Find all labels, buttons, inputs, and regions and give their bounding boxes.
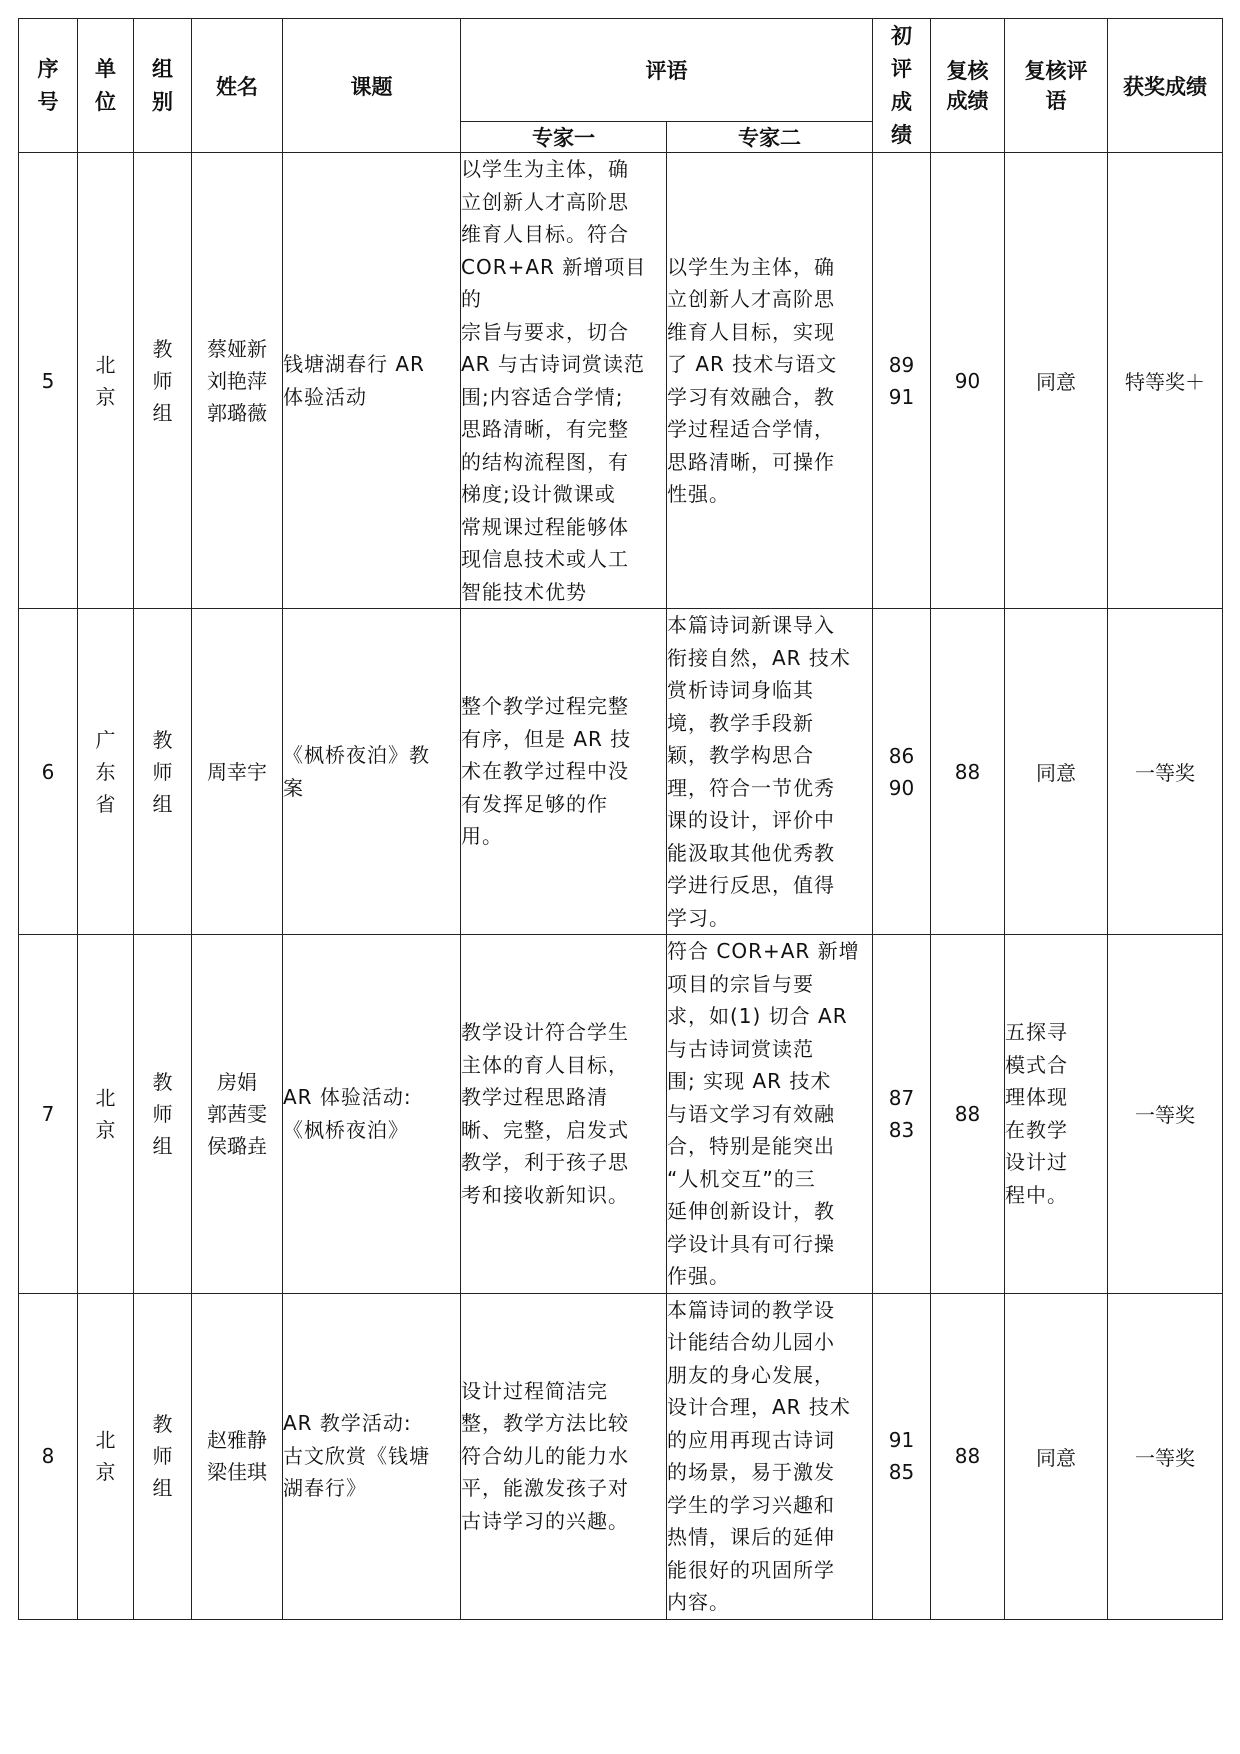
row-names: 蔡娅新 刘艳萍 郭璐薇	[192, 153, 283, 609]
row-expert2-comment: 本篇诗词新课导入 衔接自然，AR 技术 赏析诗词身临其 境，教学手段新 颖，教学构思合 理，符合一节优秀 课的设计，评价中 能汲取其他优秀教 学进行反思，值得 学习。	[667, 609, 873, 935]
row-award: 一等奖	[1108, 609, 1223, 935]
row-index: 7	[19, 935, 78, 1294]
row-unit: 北京	[78, 935, 134, 1294]
row-group: 教师组	[134, 153, 192, 609]
table-row	[19, 153, 1223, 609]
row-award: 特等奖＋	[1108, 153, 1223, 609]
row-award: 一等奖	[1108, 935, 1223, 1294]
header-expert1: 专家一	[461, 122, 667, 153]
row-index: 8	[19, 1293, 78, 1619]
header-initial-score: 初评成绩	[873, 19, 931, 153]
row-topic: 钱塘湖春行 AR 体验活动	[283, 153, 461, 609]
row-expert1-comment: 以学生为主体，确 立创新人才高阶思 维育人目标。符合 COR+AR 新增项目的 宗旨与要求，切合 AR 与古诗词赏读范 围;内容适合学情; 思路清晰，有完整 的结构流程图，有 梯度;设计微课或 常规课过程能够体 现信息技术或人工 智能技术优势	[461, 153, 667, 609]
row-expert1-comment: 设计过程简洁完 整，教学方法比较 符合幼儿的能力水 平，能激发孩子对 古诗学习的兴趣。	[461, 1293, 667, 1619]
table-row	[19, 1293, 1223, 1619]
row-topic: AR 教学活动: 古文欣赏《钱塘 湖春行》	[283, 1293, 461, 1619]
header-group: 组别	[134, 19, 192, 153]
row-index: 6	[19, 609, 78, 935]
row-review-comment: 同意	[1005, 609, 1108, 935]
row-review-score: 90	[931, 153, 1005, 609]
header-expert2: 专家二	[667, 122, 873, 153]
row-expert1-comment: 教学设计符合学生 主体的育人目标， 教学过程思路清 晰、完整，启发式 教学，利于孩子思 考和接收新知识。	[461, 935, 667, 1294]
row-names: 赵雅静 梁佳琪	[192, 1293, 283, 1619]
award-results-table	[18, 18, 1223, 1620]
row-unit: 北京	[78, 1293, 134, 1619]
header-unit: 单位	[78, 19, 134, 153]
row-expert2-comment: 本篇诗词的教学设 计能结合幼儿园小 朋友的身心发展， 设计合理，AR 技术 的应用再现古诗词 的场景，易于激发 学生的学习兴趣和 热情，课后的延伸 能很好的巩固所学 内容。	[667, 1293, 873, 1619]
header-review-comment: 复核评语	[1005, 19, 1108, 153]
row-topic: AR 体验活动: 《枫桥夜泊》	[283, 935, 461, 1294]
header-topic: 课题	[283, 19, 461, 153]
row-review-comment: 同意	[1005, 1293, 1108, 1619]
row-names: 周幸宇	[192, 609, 283, 935]
row-review-comment: 五探寻 模式合 理体现 在教学 设计过 程中。	[1005, 935, 1108, 1294]
table-row	[19, 935, 1223, 1294]
row-names: 房娟 郭茜雯 侯璐垚	[192, 935, 283, 1294]
row-initial-score: 89 91	[873, 153, 931, 609]
header-comments: 评语	[461, 19, 873, 122]
row-unit: 北京	[78, 153, 134, 609]
row-group: 教师组	[134, 609, 192, 935]
header-name: 姓名	[192, 19, 283, 153]
header-review-score: 复核成绩	[931, 19, 1005, 153]
row-group: 教师组	[134, 1293, 192, 1619]
row-review-comment: 同意	[1005, 153, 1108, 609]
row-initial-score: 86 90	[873, 609, 931, 935]
row-award: 一等奖	[1108, 1293, 1223, 1619]
table-row	[19, 609, 1223, 935]
header-index: 序号	[19, 19, 78, 153]
row-review-score: 88	[931, 935, 1005, 1294]
row-review-score: 88	[931, 609, 1005, 935]
row-index: 5	[19, 153, 78, 609]
header-award: 获奖成绩	[1108, 19, 1223, 153]
row-review-score: 88	[931, 1293, 1005, 1619]
row-topic: 《枫桥夜泊》教 案	[283, 609, 461, 935]
row-initial-score: 87 83	[873, 935, 931, 1294]
row-expert2-comment: 以学生为主体，确 立创新人才高阶思 维育人目标，实现 了 AR 技术与语文 学习有效融合，教 学过程适合学情， 思路清晰，可操作 性强。	[667, 153, 873, 609]
row-group: 教师组	[134, 935, 192, 1294]
row-unit: 广东省	[78, 609, 134, 935]
row-initial-score: 91 85	[873, 1293, 931, 1619]
row-expert1-comment: 整个教学过程完整 有序，但是 AR 技 术在教学过程中没 有发挥足够的作 用。	[461, 609, 667, 935]
row-expert2-comment: 符合 COR+AR 新增 项目的宗旨与要 求，如(1) 切合 AR 与古诗词赏读范 围; 实现 AR 技术 与语文学习有效融 合，特别是能突出 “人机交互”的三 延伸创新设计，教 学设计具有可行操 作强。	[667, 935, 873, 1294]
